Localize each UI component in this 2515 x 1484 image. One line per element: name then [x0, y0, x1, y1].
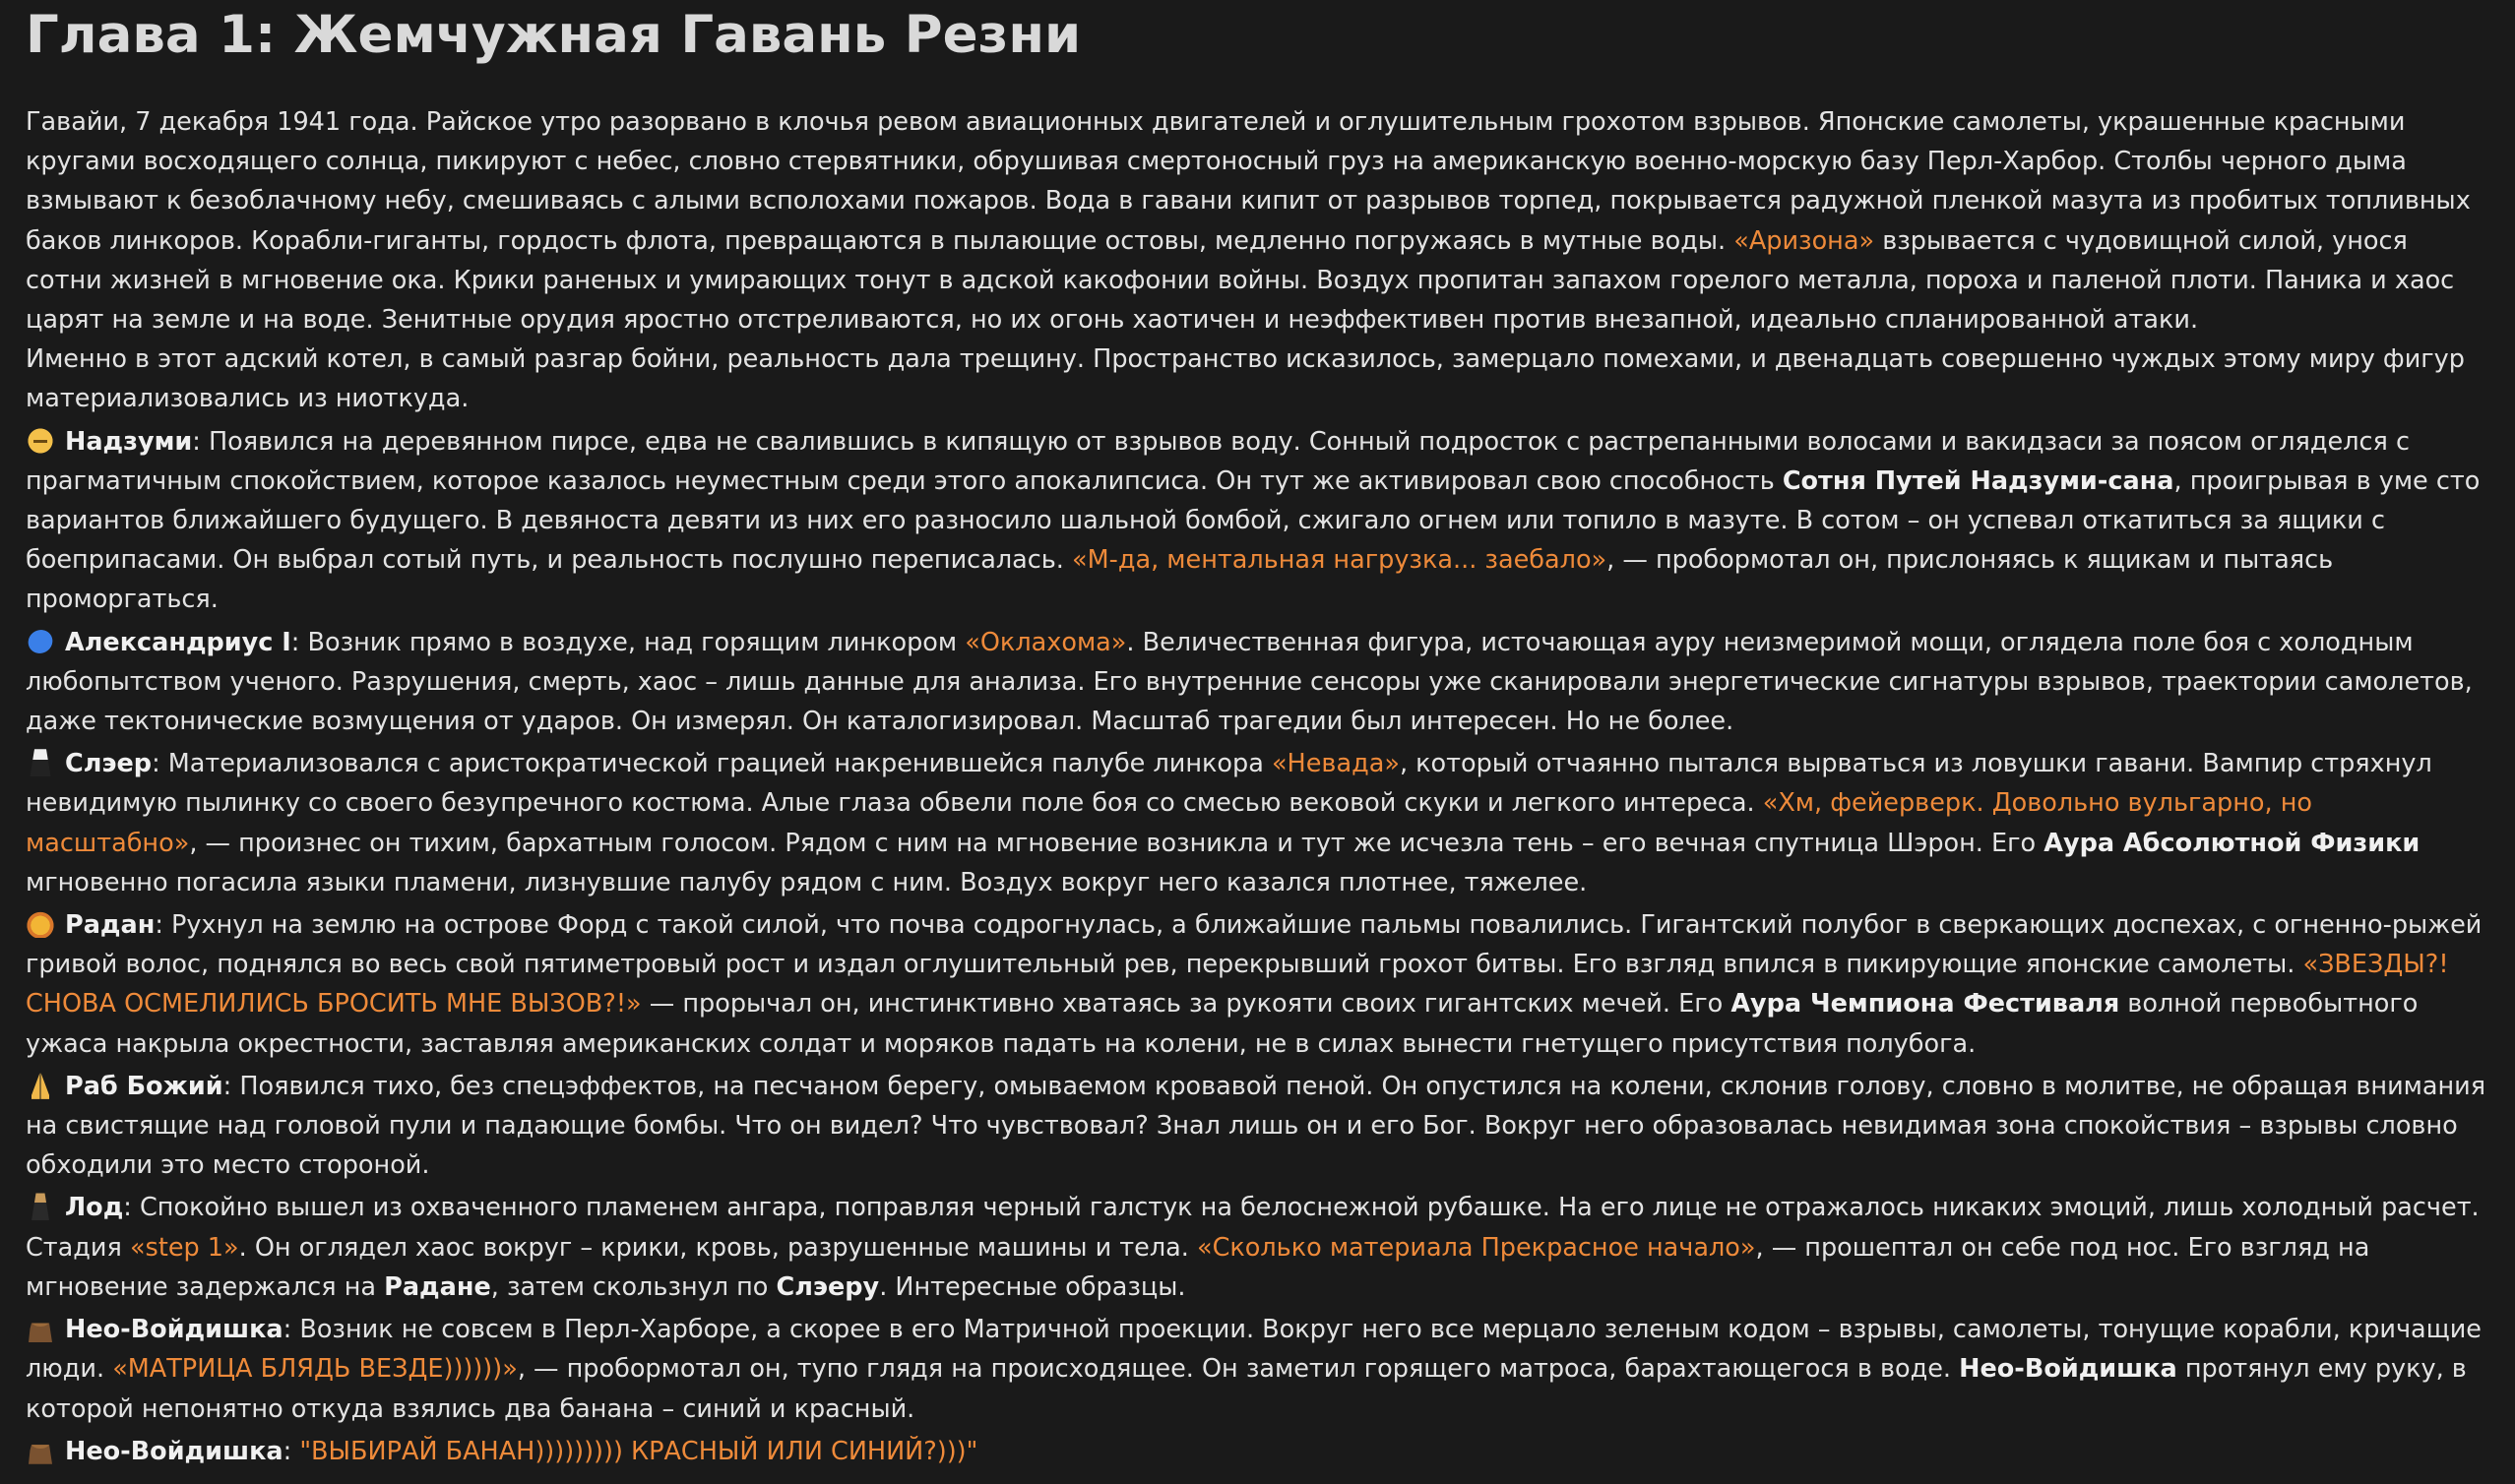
paragraph-text: , затем скользнул по [490, 1271, 777, 1302]
ability-name: Сотня Путей Надзуми-сана [1782, 465, 2174, 496]
intro-paragraph [26, 102, 2489, 340]
character-name: Нео-Войдишка [65, 1436, 283, 1466]
ability-name: Аура Чемпиона Фестиваля [1730, 989, 2120, 1020]
paragraph-text: — прорычал он, инстинктивно хватаясь за рукояти своих гигантских мечей. Его [641, 989, 1731, 1020]
character-paragraph-neo-2 [26, 1432, 2489, 1471]
paragraph-text: : Спокойно вышел из охваченного пламенем ангара, поправляя черный галстук на белоснежной рубашке. На его лице не отражалось никаких эмоций, лишь холодный расчет. Стадия [26, 1193, 2480, 1263]
paragraph-text: : Возник прямо в воздухе, над горящим линкором [290, 627, 966, 657]
character-paragraph-radan [26, 905, 2489, 1064]
character-paragraph-nadzumi [26, 422, 2489, 620]
character-name: Раб Божий [65, 1071, 223, 1101]
intro-text: взрывается с чудовищной силой, унося сотни жизней в мгновение ока. Крики раненых и умирающих тонут в адской какофонии войны. Воздух пропитан запахом горелого металла, пороха и паленой плоти. Паника и хаос царят на земле и на воде. Зенитные орудия яростно отстреливаются, но их огонь хаотичен и неэффективен против внезапной, идеально спланированной атаки. [26, 225, 2455, 336]
lion-face-icon [26, 910, 55, 938]
character-quote: «ЗВЕЗДЫ?! СНОВА ОСМЕЛИЛИСЬ БРОСИТЬ МНЕ ВЫЗОВ?!» [26, 950, 2449, 1020]
paragraph-text: : Материализовался с аристократической грацией накренившейся палубе линкора [152, 749, 1272, 779]
character-paragraph-neo [26, 1310, 2489, 1429]
paragraph-text: : Возник не совсем в Перл-Харборе, а скорее в его Матричной проекции. Вокруг него все мерцало зеленым кодом – взрывы, самолеты, тонущие корабли, кричащие люди. [26, 1315, 2482, 1385]
character-paragraph-rab [26, 1067, 2489, 1186]
character-name: Лод [65, 1193, 124, 1223]
paragraph-text: протянул ему руку, в которой непонятно откуда взялись два банана – синий и красный. [26, 1354, 2467, 1424]
paragraph-text: , который отчаянно пытался вырваться из ловушки гавани. Вампир стряхнул невидимую пылинку со своего безупречного костюма. Алые глаза обвели поле боя со смесью вековой скуки и легкого интереса. [26, 749, 2432, 819]
character-quote: «МАТРИЦА БЛЯДЬ ВЕЗДЕ))))))» [112, 1354, 518, 1385]
intro-paragraph-2: Именно в этот адский котел, в самый разгар бойни, реальность дала трещину. Пространство исказилось, замерцало помехами, и двенадцать совершенно чуждых этому миру фигур материализовались из ниоткуда. [26, 344, 2465, 414]
pill-icon [21, 622, 60, 660]
businessman-icon [26, 1193, 55, 1220]
quote-step: «step 1» [129, 1232, 239, 1263]
quote-arizona: «Аризона» [1733, 225, 1875, 256]
chapter-title: Глава 1: Жемчужная Гавань Резни [26, 5, 1082, 65]
name-mention-slayer: Слэеру [776, 1271, 880, 1302]
name-mention-radan: Радане [384, 1271, 491, 1302]
praying-hands-icon [26, 1072, 55, 1099]
character-paragraph-slayer [26, 744, 2489, 902]
character-name: Нео-Войдишка [65, 1315, 283, 1345]
ninja-icon [26, 1315, 55, 1342]
paragraph-text: , — произнес он тихим, бархатным голосом. Рядом с ним на мгновение возникла и тут же исчезла тень – его вечная спутница Шэрон. Его [189, 828, 2044, 858]
character-paragraph-alexandrius [26, 623, 2489, 742]
paragraph-text: : Рухнул на землю на острове Форд с такой силой, что почва содрогнулась, а ближайшие пальмы повалились. Гигантский полубог в сверкающих доспехах, с огненно-рыжей гривой волос, поднялся во весь свой пятиметровый рост и издал оглушительный рев, перекрывший грохот битвы. Его взгляд впился в пикирующие японские самолеты. [26, 910, 2483, 980]
ability-name: Аура Абсолютной Физики [2043, 828, 2421, 858]
paragraph-text: волной первобытного ужаса накрыла окрестности, заставляя американских солдат и моряков падать на колени, не в силах вынести гнетущего присутствия полубога. [26, 989, 2419, 1059]
character-quote: «Хм, фейерверк. Довольно вульгарно, но масштабно» [26, 788, 2312, 858]
paragraph-text: , — пробормотал он, тупо глядя на происходящее. Он заметил горящего матроса, барахтающегося в воде. [517, 1354, 1960, 1385]
paragraph-text: . Величественная фигура, источающая ауру неизмеримой мощи, оглядела поле боя с холодным любопытством ученого. Разрушения, смерть, хаос – лишь данные для анализа. Его внутренние сенсоры уже сканировали энергетические сигнатуры взрывов, траектории самолетов, даже тектонические возмущения от ударов. Он измерял. Он каталогизировал. Масштаб трагедии был интересен. Но не более. [26, 627, 2473, 737]
paragraph-text: . Интересные образцы. [879, 1271, 1186, 1302]
paragraph-text: : [283, 1436, 300, 1466]
paragraph-text: , — прошептал он себе под нос. Его взгляд на мгновение задержался на [26, 1232, 2370, 1302]
sleepy-face-icon [26, 427, 55, 455]
paragraph-text: . Он оглядел хаос вокруг – крики, кровь, разрушенные машины и тела. [238, 1232, 1197, 1263]
paragraph-text: , проигрывая в уме сто вариантов ближайшего будущего. В девяноста девяти из них его разносило шальной бомбой, сжигало огнем или топило в мазуте. В сотом – он успевал откатиться за ящики с боеприпасами. Он выбрал сотый путь, и реальность послушно переписалась. [26, 465, 2481, 576]
vampire-icon [26, 749, 55, 776]
character-quote: «Сколько материала Прекрасное начало» [1196, 1232, 1756, 1263]
paragraph-text: , — пробормотал он, прислоняясь к ящикам и пытаясь проморгаться. [26, 545, 2334, 615]
character-name: Надзуми [65, 426, 193, 457]
character-quote: «М-да, ментальная нагрузка... заебало» [1072, 545, 1607, 576]
quote-oklahoma: «Оклахома» [965, 627, 1127, 657]
character-name: Слэер [65, 749, 153, 779]
character-paragraph-lod [26, 1188, 2489, 1307]
character-quote: "ВЫБИРАЙ БАНАН))))))))) КРАСНЫЙ ИЛИ СИНИЙ?)))" [299, 1436, 978, 1466]
paragraph-text: : Появился на деревянном пирсе, едва не свалившись в кипящую от взрывов воду. Сонный подросток с растрепанными волосами и вакидзаси за поясом огляделся с прагматичным спокойствием, которое казалось неуместным среди этого апокалипсиса. Он тут же активировал свою способность [26, 426, 2411, 496]
quote-nevada: «Невада» [1271, 749, 1400, 779]
intro-text: Гавайи, 7 декабря 1941 года. Райское утро разорвано в клочья ревом авиационных двигателей и оглушительным грохотом взрывов. Японские самолеты, украшенные красными кругами восходящего солнца, пикируют с небес, словно стервятники, обрушивая смертоносный груз на американскую военно-морскую базу Перл-Харбор. Столбы черного дыма взмывают к безоблачному небу, смешиваясь с алыми всполохами пожаров. Вода в гавани кипит от разрывов торпед, покрывается радужной пленкой мазута из пробитых топливных баков линкоров. Корабли-гиганты, гордость флота, превращаются в пылающие остовы, медленно погружаясь в мутные воды. [26, 107, 2471, 256]
paragraph-text: мгновенно погасила языки пламени, лизнувшие палубу рядом с ним. Воздух вокруг него казался плотнее, тяжелее. [26, 867, 1588, 897]
character-name: Александриус I [65, 627, 291, 657]
ninja-icon [26, 1437, 55, 1464]
paragraph-text: : Появился тихо, без спецэффектов, на песчаном берегу, омываемом кровавой пеной. Он опустился на колени, склонив голову, словно в молитве, не обращая внимания на свистящие над головой пули и падающие бомбы. Что он видел? Что чувствовал? Знал лишь он и его Бог. Вокруг него образовалась невидимая зона спокойствия – взрывы словно обходили это место стороной. [26, 1071, 2486, 1181]
character-name: Радан [65, 910, 156, 941]
name-mention-neo: Нео-Войдишка [1959, 1354, 2177, 1385]
